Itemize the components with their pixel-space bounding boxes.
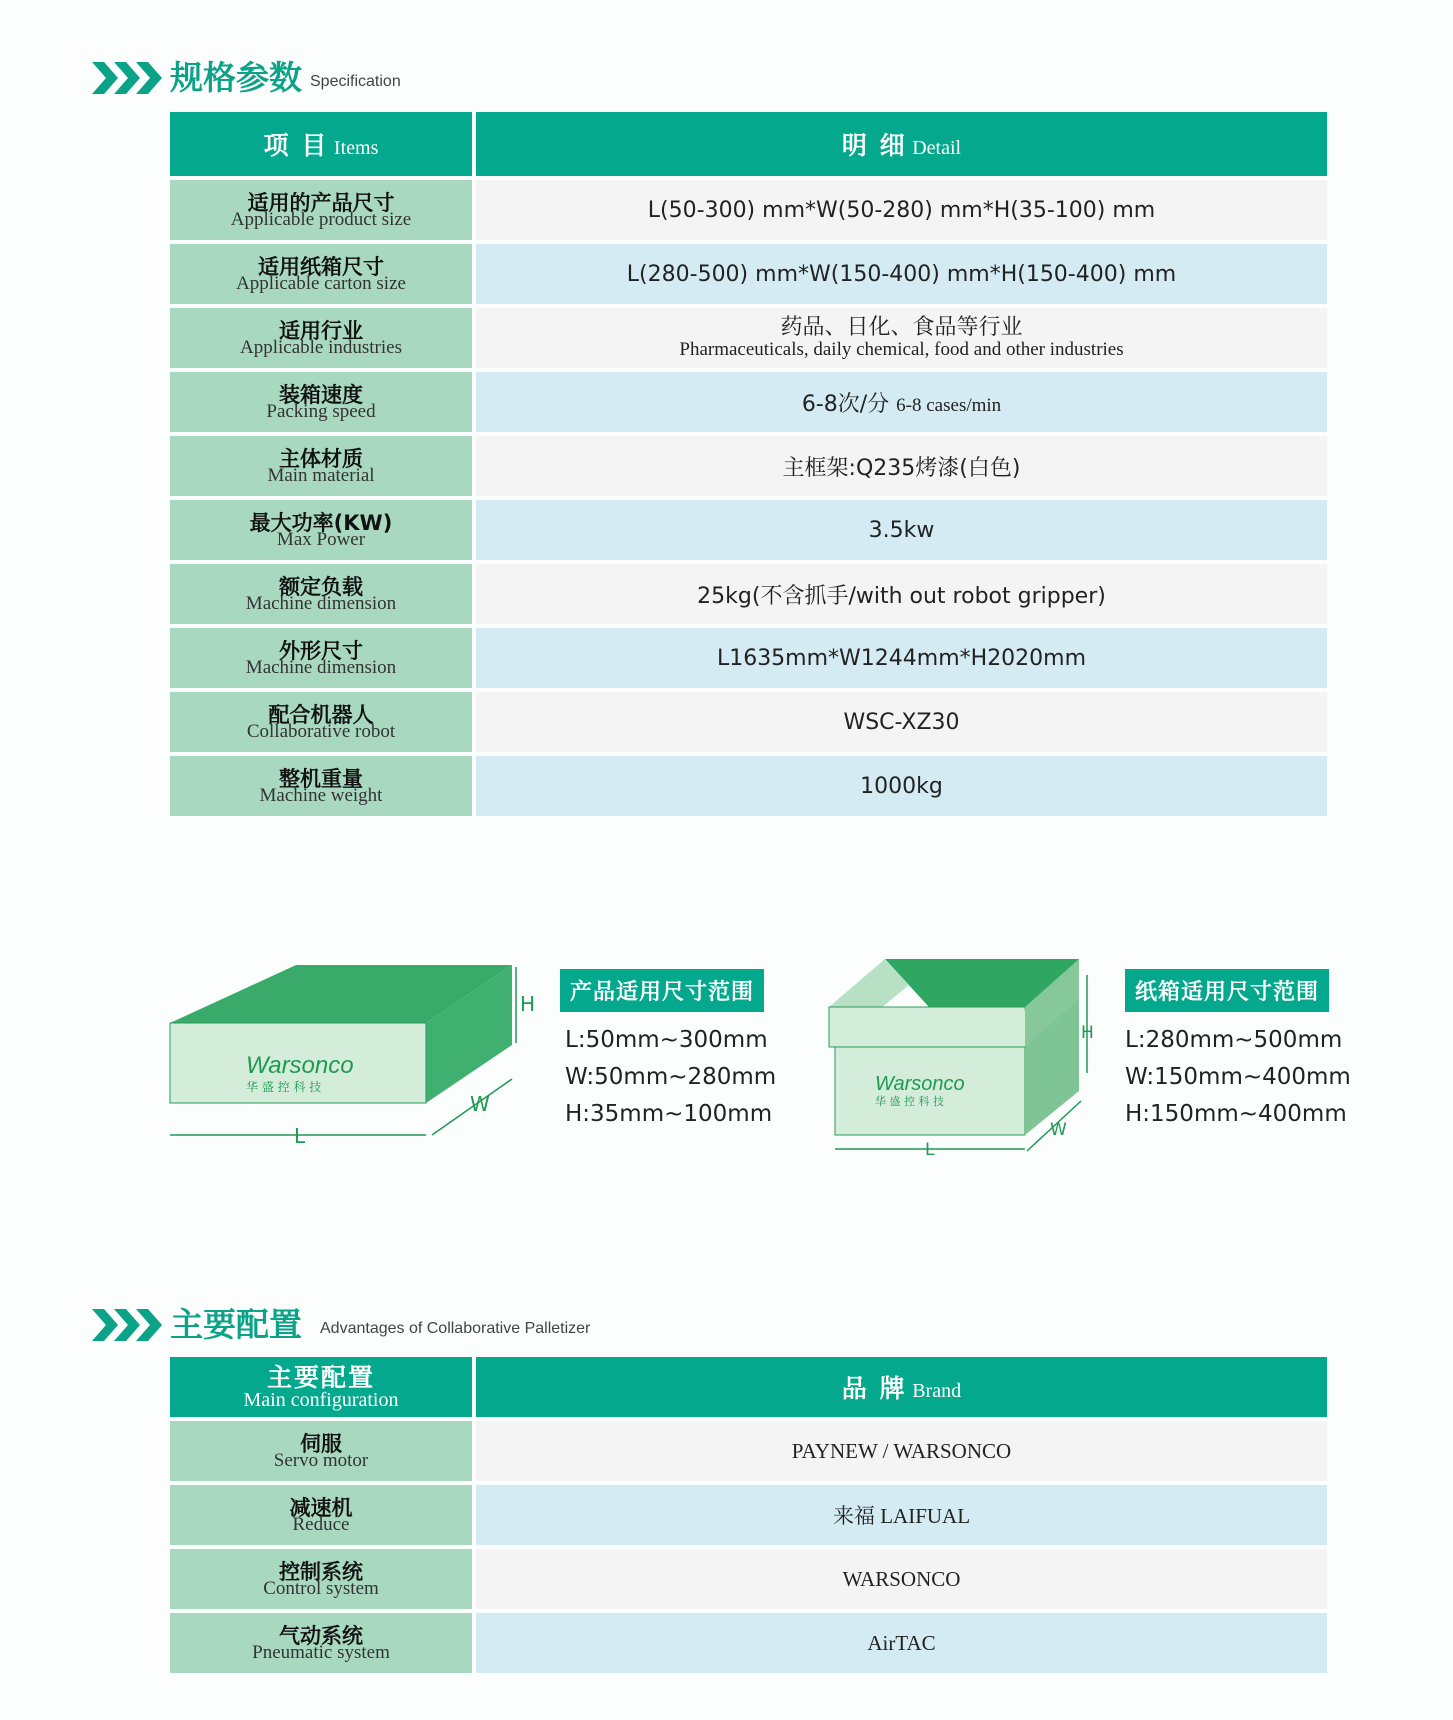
row-label (170, 628, 476, 688)
row-label-en: Machine dimension (245, 656, 397, 678)
header-items (170, 112, 476, 176)
table-row (170, 756, 1327, 816)
row-value: PAYNEW / WARSONCO (476, 1421, 1327, 1481)
row-value-en: Pharmaceuticals, daily chemical, food and other industries (679, 339, 1124, 360)
row-label (170, 244, 476, 304)
row-value-en: 6-8 cases/min (896, 394, 1002, 416)
header-config-zh: 主要配置 (266, 1363, 375, 1392)
row-value: 25kg(不含抓手/with out robot gripper) (476, 564, 1327, 624)
row-label-zh: 适用纸箱尺寸 (258, 254, 384, 279)
row-label (170, 180, 476, 240)
header-detail-zh: 明 细 (841, 131, 907, 160)
row-label-en: Collaborative robot (246, 720, 396, 742)
spec-table (170, 108, 1327, 820)
table-row (170, 628, 1327, 688)
row-label (170, 500, 476, 560)
product-range-h: H:35mm~100mm (565, 1101, 773, 1127)
row-value: WARSONCO (476, 1549, 1327, 1609)
carton-range-l: L:280mm~500mm (1125, 1027, 1343, 1053)
product-box-illustration (160, 955, 550, 1165)
config-section-subtitle: Advantages of Collaborative Palletizer (320, 1320, 591, 1337)
row-label-zh: 配合机器人 (268, 702, 374, 727)
row-value: L(280-500) mm*W(150-400) mm*H(150-400) mm (476, 244, 1327, 304)
table-row (170, 308, 1327, 368)
row-label (170, 564, 476, 624)
table-row (170, 564, 1327, 624)
row-label-zh: 伺服 (300, 1431, 342, 1456)
triple-chevron-icon (92, 1309, 164, 1341)
row-value: L(50-300) mm*W(50-280) mm*H(35-100) mm (476, 180, 1327, 240)
row-label (170, 692, 476, 752)
row-label-zh: 控制系统 (279, 1559, 363, 1584)
product-dim-l: L (294, 1124, 306, 1148)
header-items-zh: 项 目 (263, 131, 329, 160)
row-label-zh: 减速机 (289, 1495, 353, 1520)
row-value (476, 308, 1327, 368)
row-label-en: Machine weight (259, 784, 383, 806)
product-range-w: W:50mm~280mm (565, 1064, 777, 1090)
row-label-zh: 外形尺寸 (279, 638, 363, 663)
header-detail-en: Detail (912, 137, 962, 159)
header-brand (476, 1357, 1327, 1417)
row-value (476, 372, 1327, 432)
row-label-en: Control system (263, 1577, 379, 1599)
table-row (170, 1549, 1327, 1609)
config-section-title: 主要配置 (170, 1305, 302, 1344)
carton-dim-h: H (1081, 1023, 1094, 1043)
table-row (170, 436, 1327, 496)
row-label-zh: 额定负载 (279, 574, 363, 599)
table-row (170, 244, 1327, 304)
product-dim-w: W (470, 1092, 490, 1116)
row-label-en: Main material (267, 464, 375, 486)
row-label (170, 1421, 476, 1481)
row-label (170, 1613, 476, 1673)
row-label-en: Reduce (292, 1513, 350, 1535)
row-value: 1000kg (476, 756, 1327, 816)
carton-logo-text: Warsonco (875, 1073, 965, 1095)
row-label-zh: 气动系统 (279, 1623, 363, 1648)
row-label-en: Applicable carton size (236, 272, 406, 294)
row-label-zh: 装箱速度 (279, 382, 363, 407)
product-logo-text: Warsonco (246, 1052, 354, 1079)
table-row (170, 1485, 1327, 1545)
row-label-en: Max Power (276, 528, 366, 550)
carton-range-h: H:150mm~400mm (1125, 1101, 1347, 1127)
product-dim-h: H (520, 992, 536, 1016)
carton-range-w: W:150mm~400mm (1125, 1064, 1351, 1090)
row-value: AirTAC (476, 1613, 1327, 1673)
carton-dim-w: W (1050, 1120, 1067, 1140)
row-label (170, 436, 476, 496)
config-table (170, 1353, 1327, 1677)
table-row (170, 180, 1327, 240)
spec-section-header (92, 58, 401, 97)
table-row (170, 1613, 1327, 1673)
triple-chevron-icon (92, 62, 164, 94)
row-label-en: Servo motor (273, 1449, 369, 1471)
row-label-en: Applicable product size (230, 208, 412, 230)
header-config (170, 1357, 476, 1417)
spec-section-subtitle: Specification (310, 73, 401, 90)
table-row (170, 692, 1327, 752)
header-items-en: Items (333, 137, 379, 159)
row-value: L1635mm*W1244mm*H2020mm (476, 628, 1327, 688)
row-value: 来福 LAIFUAL (476, 1485, 1327, 1545)
spec-section-title: 规格参数 (170, 58, 302, 97)
row-value-zh: 6-8次/分 (801, 391, 890, 417)
row-label (170, 372, 476, 432)
row-label-en: Machine dimension (245, 592, 397, 614)
row-label-zh: 适用行业 (279, 318, 363, 343)
row-value-zh: 药品、日化、食品等行业 (780, 315, 1023, 340)
row-label-en: Pneumatic system (252, 1641, 390, 1663)
config-section-header (92, 1305, 591, 1344)
row-label-zh: 主体材质 (279, 446, 363, 471)
row-label-en: Applicable industries (240, 336, 402, 358)
carton-logo-sub: 华 盛 控 科 技 (875, 1095, 944, 1108)
row-label (170, 308, 476, 368)
header-detail (476, 112, 1327, 176)
row-label-zh: 整机重量 (279, 766, 363, 791)
row-label (170, 756, 476, 816)
spec-table-header (170, 112, 1327, 176)
table-row (170, 372, 1327, 432)
table-row (170, 1421, 1327, 1481)
header-config-en: Main configuration (243, 1389, 399, 1411)
row-label (170, 1485, 476, 1545)
carton-box-illustration (825, 955, 1095, 1170)
product-range-title: 产品适用尺寸范围 (560, 969, 764, 1012)
row-value: 3.5kw (476, 500, 1327, 560)
header-brand-en: Brand (912, 1380, 962, 1402)
row-label-zh: 适用的产品尺寸 (247, 190, 395, 215)
row-value: 主框架:Q235烤漆(白色) (476, 436, 1327, 496)
header-brand-zh: 品 牌 (841, 1374, 907, 1403)
carton-dim-l: L (925, 1140, 935, 1160)
row-value: WSC-XZ30 (476, 692, 1327, 752)
row-label-en: Packing speed (266, 400, 376, 422)
product-range-l: L:50mm~300mm (565, 1027, 768, 1053)
row-label-zh: 最大功率(KW) (249, 510, 393, 535)
config-table-header (170, 1357, 1327, 1417)
table-row (170, 500, 1327, 560)
product-logo-sub: 华 盛 控 科 技 (246, 1080, 322, 1094)
row-label (170, 1549, 476, 1609)
carton-range-title: 纸箱适用尺寸范围 (1125, 969, 1329, 1012)
